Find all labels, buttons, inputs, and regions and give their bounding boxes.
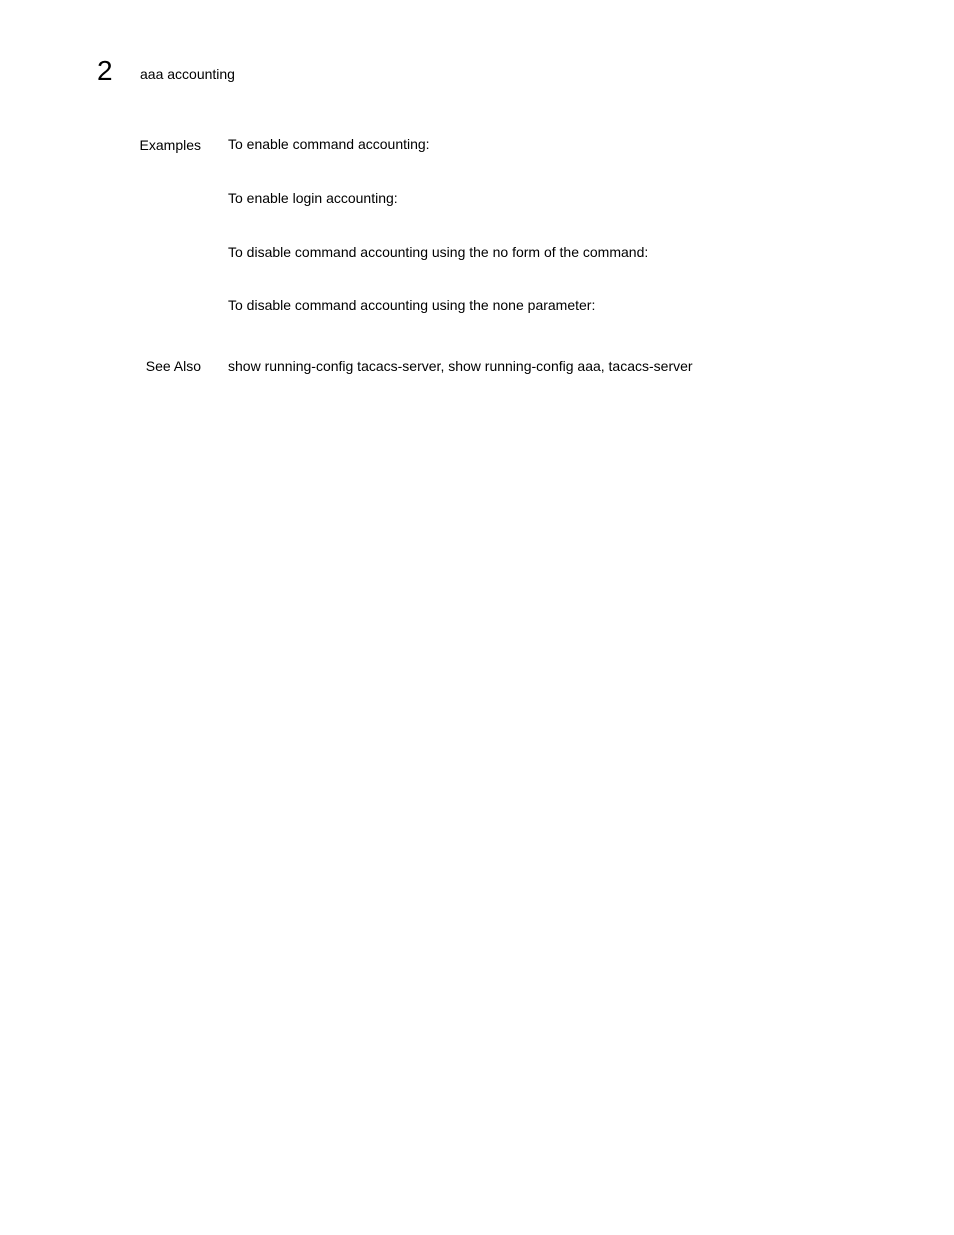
chapter-number: 2 [97, 55, 113, 86]
see-also-link[interactable]: show running-config tacacs-server [228, 358, 441, 374]
see-also-heading: See Also [145, 358, 201, 374]
example-text: To disable command accounting using the [228, 297, 493, 313]
example-text: form of the command: [508, 244, 649, 260]
running-head-title: aaa accounting [140, 66, 235, 82]
separator: , [600, 358, 609, 374]
example-text: To disable command accounting using the [228, 244, 493, 260]
command-keyword: no [492, 244, 509, 260]
example-description [228, 243, 648, 261]
example-description: To enable command accounting: [228, 136, 430, 152]
example-description: To enable login accounting: [228, 190, 398, 206]
see-also-link[interactable]: show running-config aaa [448, 358, 601, 374]
command-keyword: none [492, 297, 524, 313]
see-also-link[interactable]: tacacs-server [608, 358, 693, 374]
example-text: parameter: [523, 297, 596, 313]
examples-heading: Examples [139, 137, 201, 153]
see-also-list [228, 357, 693, 375]
example-description [228, 296, 595, 314]
separator: , [440, 358, 449, 374]
